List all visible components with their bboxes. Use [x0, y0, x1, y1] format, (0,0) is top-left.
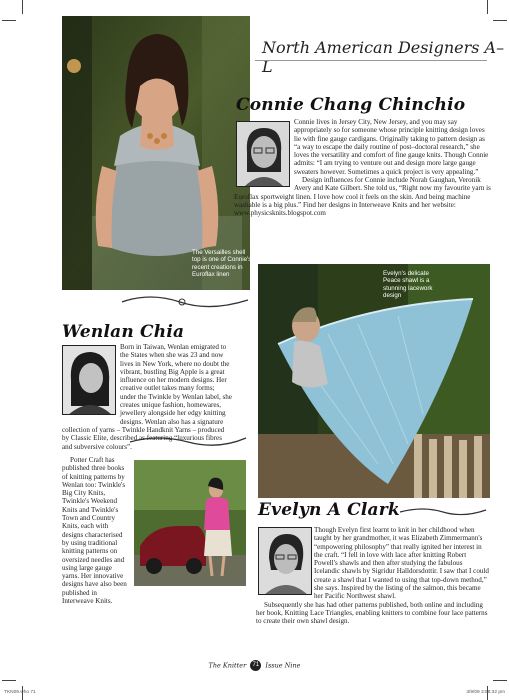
designer-name-connie: Connie Chang Chinchio	[236, 95, 466, 115]
crop-mark	[2, 20, 16, 21]
bio-connie-paragraph-1: Connie lives in Jersey City, New Jersey, and you may say appropriately so for someone whose principle knitting design loves lie with fine gauge cardigans. Originally taking to pattern design as “a way to escape the daily routine of post–doctoral research,” she loves the versatility and comfort of fine gauge knits. Though Connie admits: “I am trying to venture out and design more large gauge sweaters however. Sometimes a quick project is very appealing.”	[294, 118, 489, 176]
page-header: North American Designers A–L	[262, 38, 505, 76]
bio-evelyn-paragraph-2: Subsequently she has had other patterns published, both online and including her book, Knitting Lace Triangles, enabling knitters to combine four lace patterns to create their own shawl design.	[256, 600, 488, 626]
caption-peace-shawl: Evelyn's delicate Peace shawl is a stunning lacework design	[383, 270, 433, 300]
print-slug-left: TKN09.who 71	[4, 690, 36, 695]
bio-wenlan-continued	[62, 456, 130, 605]
caption-versailles: The Versailles shell top is one of Connie's recent creations in Euroflax linen	[192, 249, 252, 279]
decorative-swirl	[120, 290, 250, 312]
photo-wenlan-garden	[134, 460, 246, 586]
bio-connie-paragraph-2: Design influences for Connie include Norah Gaughan, Veronik Avery and Kate Gilbert. She told us, “Right now my favourite yarn is Euroflax sportweight linen. I love how cool it feels on the skin. And being machine washable is a big plus.” Find her designs in Interweave Knits and her website: www.physicsknits.blogspot.com	[234, 176, 491, 218]
footer-magazine: The Knitter	[208, 661, 247, 670]
header-rule	[255, 60, 487, 61]
decorative-swirl	[128, 432, 248, 450]
page-number: 71	[250, 660, 261, 671]
bio-evelyn-paragraph-1: Though Evelyn first learnt to knit in her childhood when taught by her grandmother, it was Elizabeth Zimmermann's “empowering philosophy” that really ignited her interest in the craft. “I fell in love with lace after knitting Robert Powell's shawls and then after studying the fabulous Icelandic shawls by Sigridur Halldorsdottir. I saw that I could create a shawl that I wanted to using that top-down method,” she says. Inspired by the listing of the salmon, this became her Pacific Northwest shawl.	[314, 526, 489, 601]
crop-mark	[487, 0, 488, 14]
print-slug-right: 3/9/09 3:58:32 pm	[466, 690, 505, 695]
crop-mark	[22, 0, 23, 14]
designer-name-evelyn: Evelyn A Clark	[258, 500, 400, 520]
bio-connie	[234, 118, 492, 218]
crop-mark	[2, 680, 16, 681]
bio-evelyn	[256, 526, 490, 626]
decorative-swirl	[398, 504, 488, 520]
crop-mark	[493, 20, 507, 21]
portrait-spacer	[234, 118, 294, 190]
page-footer	[0, 660, 509, 671]
portrait-spacer	[256, 526, 314, 598]
crop-mark	[493, 680, 507, 681]
bio-wenlan-paragraph-1: Born in Taiwan, Wenlan emigrated to the States when she was 23 and now lives in New York, where no doubt the vibrant, bustling Big Apple is a great influence on her modern designs. Her creative outlet takes many forms; under the Twinkle by Wenlan label, she creates unique fashion, homewares, jewellery alongside her edgy knitting designs. Wenlan also has a signature collection of yarns – Twinkle Handknit Yarns – produced by Classic Elite, described as featuring “luxurious fibres and subversive colours”.	[62, 343, 232, 451]
bio-wenlan-paragraph-2: Potter Craft has published three books of knitting patterns by Wenlan too: Twinkle's Big City Knits, Twinkle's Weekend Knits and Twinkle's Town and Country Knits, each with designs characterised by using traditional knitting patterns on oversized needles and using large gauge yarns. Her innovative designs have also been published in Interweave Knits.	[62, 456, 127, 606]
portrait-spacer	[62, 343, 120, 419]
footer-issue: Issue Nine	[265, 661, 301, 670]
photo-peace-shawl	[258, 264, 490, 498]
designer-name-wenlan: Wenlan Chia	[62, 322, 185, 342]
